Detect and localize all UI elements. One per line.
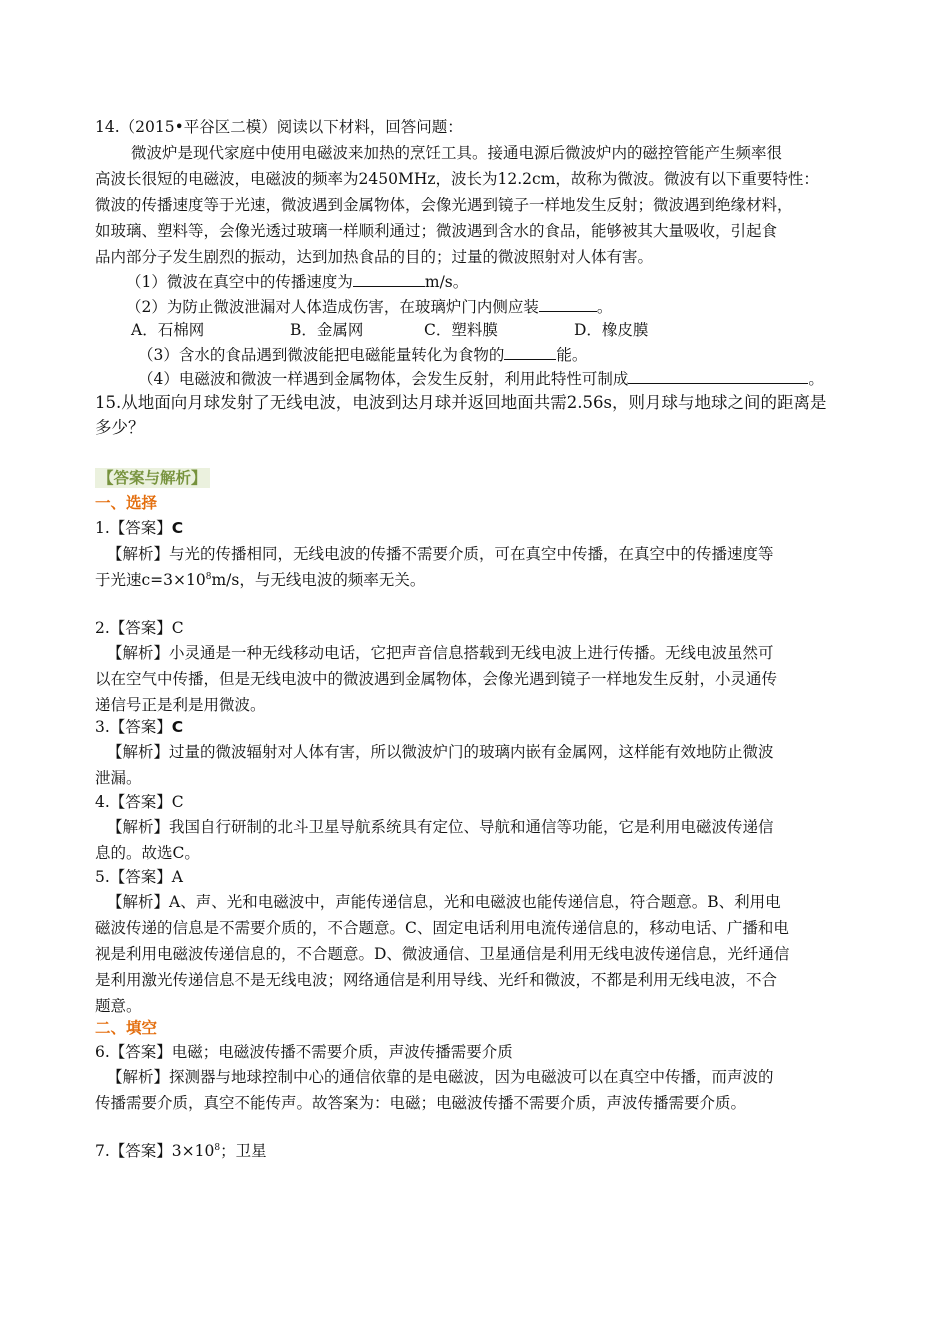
option-c[interactable]: C．塑料膜 — [424, 321, 498, 339]
answers-heading — [95, 468, 865, 488]
q14-header: 14.（2015•平谷区二模）阅读以下材料，回答问题： — [95, 118, 463, 136]
answer-value: C — [171, 519, 184, 537]
answer-blank[interactable] — [504, 344, 556, 360]
q14-passage-line: 微波的传播速度等于光速，微波遇到金属物体，会像光遇到镜子一样地发生反射；微波遇到绝缘材料， — [95, 196, 793, 214]
answer-4-explanation: 【解析】我国自行研制的北斗卫星导航系统具有定位、导航和通信等功能，它是利用电磁波传递信 — [107, 818, 774, 836]
q14-sub1 — [126, 271, 896, 292]
exponent: 8 — [205, 572, 212, 582]
exp-text: m/s，与无线电波的频率无关。 — [211, 571, 426, 589]
exponent: 8 — [214, 1143, 221, 1153]
answer-label: 3.【答案】 — [95, 718, 172, 736]
q14-sub4 — [138, 368, 908, 389]
q14-sub3-text: （3）含水的食品遇到微波能把电磁能量转化为食物的 — [138, 346, 505, 364]
answer-4: 4.【答案】C — [95, 793, 184, 811]
option-a[interactable]: A．石棉网 — [131, 321, 205, 339]
answer-6-explanation: 传播需要介质，真空不能传声。故答案为：电磁；电磁波传播不需要介质，声波传播需要介质。 — [95, 1094, 747, 1112]
answer-label: 1.【答案】 — [95, 519, 172, 537]
section-choice: 一、选择 — [95, 494, 158, 512]
answer-7 — [95, 1141, 865, 1161]
q14-passage-line: 微波炉是现代家庭中使用电磁波来加热的烹饪工具。接通电源后微波炉内的磁控管能产生频率很 — [131, 144, 783, 162]
q14-sub2-text: （2）为防止微波泄漏对人体造成伤害，在玻璃炉门内侧应装 — [126, 298, 539, 316]
answer-6: 6.【答案】电磁；电磁波传播不需要介质，声波传播需要介质 — [95, 1043, 513, 1061]
answer-5-explanation: 视是利用电磁波传递信息的，不合题意。D、微波通信、卫星通信是利用无线电波传递信息，光纤通信 — [95, 945, 790, 963]
answer-5: 5.【答案】A — [95, 868, 183, 886]
answer-value: C — [171, 718, 184, 736]
q14-passage-line: 如玻璃、塑料等，会像光透过玻璃一样顺利通过；微波遇到含水的食品，能够被其大量吸收，引起食 — [95, 222, 778, 240]
answer-value: ；卫星 — [220, 1142, 267, 1160]
answer-1-explanation — [95, 570, 865, 590]
option-b[interactable]: B．金属网 — [290, 321, 364, 339]
q14-sub1-text: （1）微波在真空中的传播速度为 — [126, 273, 353, 291]
answers-heading-text: 【答案与解析】 — [95, 468, 210, 488]
answer-label: 7.【答案】3×10 — [95, 1142, 215, 1160]
answer-2-explanation: 【解析】小灵通是一种无线移动电话，它把声音信息搭载到无线电波上进行传播。无线电波虽然可 — [107, 644, 774, 662]
q14-passage-line: 高波长很短的电磁波，电磁波的频率为2450MHz，波长为12.2cm，故称为微波。微波有以下重要特性： — [95, 170, 819, 188]
q14-options — [131, 320, 901, 340]
q14-passage-line: 品内部分子发生剧烈的振动，达到加热食品的目的；过量的微波照射对人体有害。 — [95, 248, 654, 266]
option-d[interactable]: D．橡皮膜 — [574, 321, 649, 339]
answer-2-explanation: 递信号正是利是用微波。 — [95, 696, 266, 714]
answer-1-explanation: 【解析】与光的传播相同，无线电波的传播不需要介质，可在真空中传播，在真空中的传播速度等 — [107, 545, 774, 563]
answer-6-explanation: 【解析】探测器与地球控制中心的通信依靠的是电磁波，因为电磁波可以在真空中传播，而声波的 — [107, 1068, 774, 1086]
q14-sub2-end: 。 — [596, 298, 613, 316]
answer-3-explanation: 【解析】过量的微波辐射对人体有害，所以微波炉门的玻璃内嵌有金属网，这样能有效地防止微波 — [107, 743, 774, 761]
q14-sub2 — [126, 296, 896, 317]
answer-5-explanation: 是利用激光传递信息不是无线电波；网络通信是利用导线、光纤和微波，不都是利用无线电波，不合 — [95, 971, 778, 989]
answer-3 — [95, 717, 865, 737]
answer-blank[interactable] — [628, 368, 808, 384]
answer-5-explanation: 题意。 — [95, 997, 142, 1015]
answer-4-explanation: 息的。故选C。 — [95, 844, 200, 862]
q15-line: 15.从地面向月球发射了无线电波，电波到达月球并返回地面共需2.56s，则月球与地球之间的距离是 — [95, 393, 827, 412]
answer-blank[interactable] — [353, 271, 425, 287]
answer-5-explanation: 磁波传递的信息是不需要介质的，不合题意。C、固定电话利用电流传递信息的，移动电话、广播和电 — [95, 919, 789, 937]
exp-text: 于光速c=3×10 — [95, 571, 206, 589]
answer-2-explanation: 以在空气中传播，但是无线电波中的微波遇到金属物体，会像光遇到镜子一样地发生反射，小灵通传 — [95, 670, 778, 688]
q14-sub4-text: （4）电磁波和微波一样遇到金属物体，会发生反射，利用此特性可制成 — [138, 370, 629, 388]
q15-line: 多少？ — [95, 418, 145, 437]
q14-sub3-end: 能。 — [556, 346, 588, 364]
q14-sub3 — [138, 344, 908, 365]
answer-blank[interactable] — [539, 296, 597, 312]
answer-3-explanation: 泄漏。 — [95, 769, 142, 787]
answer-1 — [95, 518, 865, 538]
q14-sub1-unit: m/s。 — [424, 273, 469, 291]
answer-5-explanation: 【解析】A、声、光和电磁波中，声能传递信息，光和电磁波也能传递信息，符合题意。B、利用电 — [107, 893, 781, 911]
answer-2: 2.【答案】C — [95, 619, 184, 637]
section-fill: 二、填空 — [95, 1019, 158, 1037]
q14-sub4-end: 。 — [808, 370, 824, 388]
